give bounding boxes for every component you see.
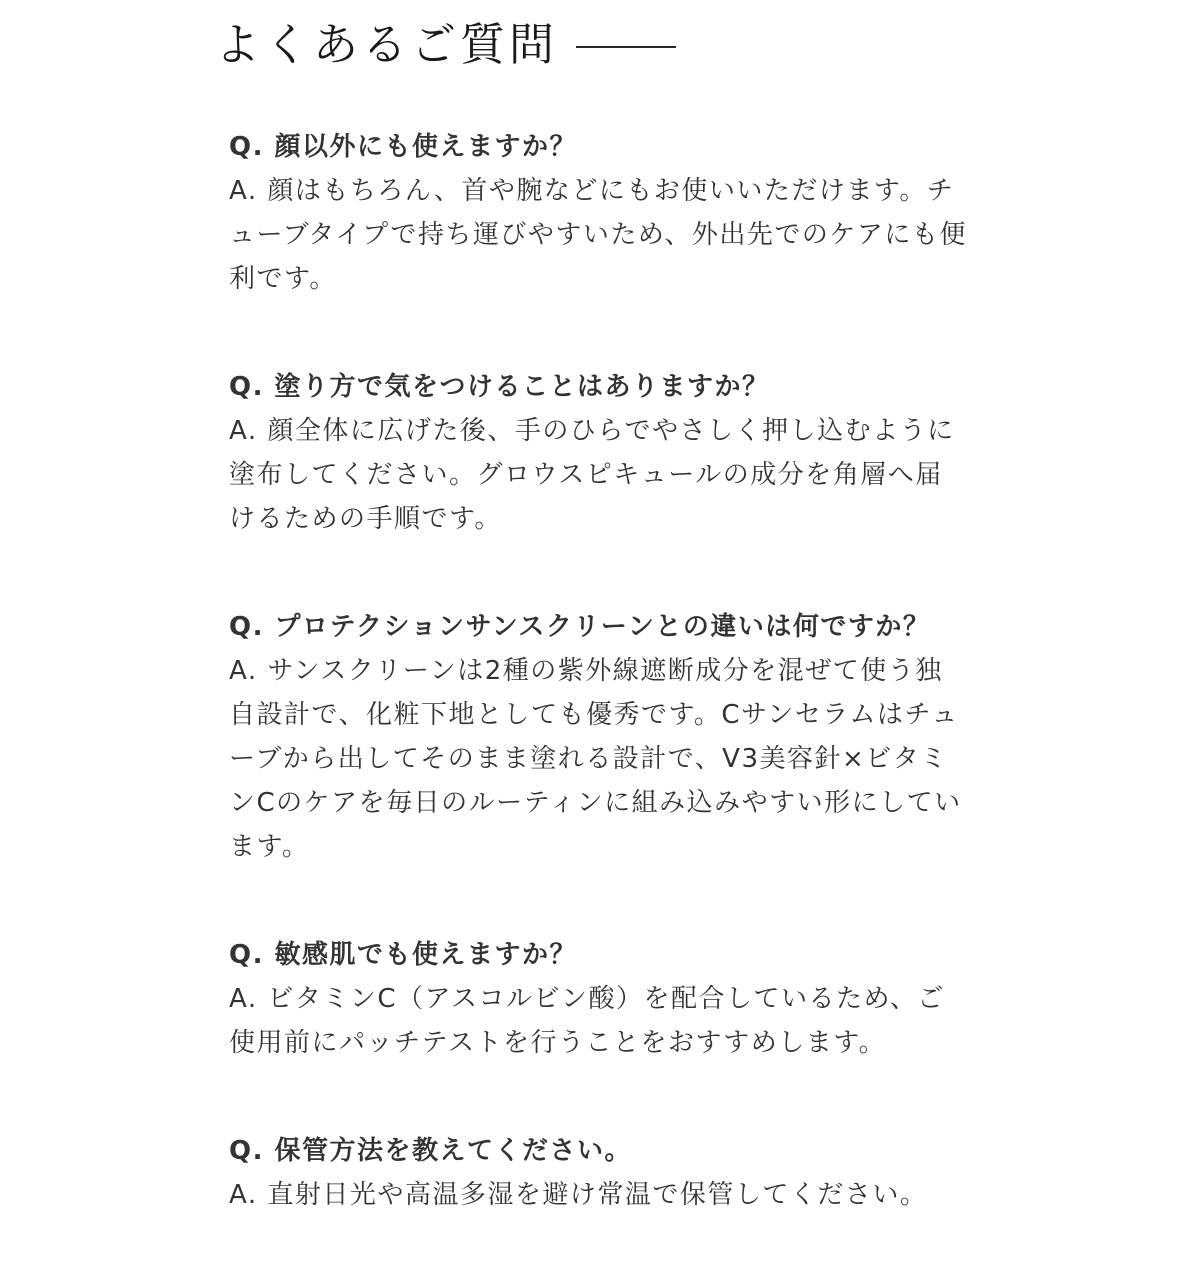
faq-answer: A. 直射日光や高温多湿を避け常温で保管してください。 [229, 1180, 928, 1210]
faq-item [229, 125, 969, 301]
faq-header [215, 12, 676, 78]
faq-question: Q. 保管方法を教えてください。 [229, 1136, 633, 1166]
faq-answer: A. 顔はもちろん、首や腕などにもお使いいただけます。チューブタイプで持ち運びやすいため、外出先でのケアにも便利です。 [229, 176, 967, 294]
title-divider-line [576, 46, 676, 48]
faq-list [229, 125, 969, 1281]
faq-item [229, 605, 969, 869]
faq-item [229, 1129, 969, 1217]
faq-item [229, 933, 969, 1065]
faq-question: Q. 顔以外にも使えますか？ [229, 132, 578, 162]
faq-question: Q. 塗り方で気をつけることはありますか？ [229, 372, 770, 402]
faq-answer: A. 顔全体に広げた後、手のひらでやさしく押し込むように塗布してください。グロウスピキュールの成分を角層へ届けるための手順です。 [229, 416, 955, 534]
faq-answer: A. ビタミンC（アスコルビン酸）を配合しているため、ご使用前にパッチテストを行うことをおすすめします。 [229, 984, 945, 1058]
faq-question: Q. 敏感肌でも使えますか？ [229, 940, 578, 970]
faq-item [229, 365, 969, 541]
page-title: よくあるご質問 [215, 18, 559, 71]
faq-question: Q. プロテクションサンスクリーンとの違いは何ですか？ [229, 612, 931, 642]
faq-answer: A. サンスクリーンは2種の紫外線遮断成分を混ぜて使う独自設計で、化粧下地としても優秀です。Cサンセラムはチューブから出してそのまま塗れる設計で、V3美容針×ビタミンCのケアを毎日のルーティンに組み込みやすい形にしています。 [229, 656, 962, 862]
